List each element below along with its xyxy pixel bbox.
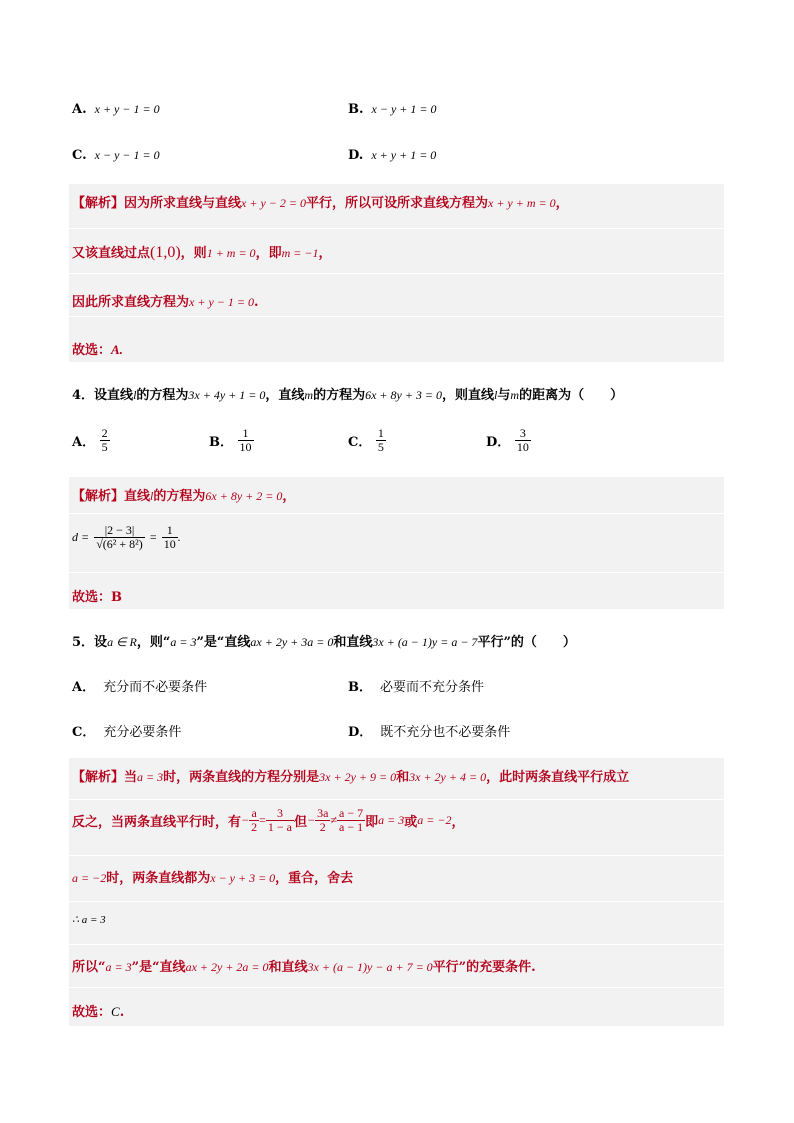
analysis-text: 反之，当两条直线平行时，有	[72, 815, 242, 830]
q3-option-d	[348, 148, 436, 163]
option-letter: A.	[72, 102, 87, 117]
question-text: 与	[497, 388, 511, 403]
analysis-text: 但	[294, 815, 308, 830]
question-text: ，直线	[265, 388, 305, 403]
analysis-text: 所以“	[72, 960, 106, 975]
denominator: 2	[319, 820, 326, 834]
numerator: 3	[515, 427, 531, 441]
q3-option-a	[72, 102, 160, 117]
option-letter: B．	[348, 680, 372, 695]
math-expr: l	[494, 388, 498, 402]
analysis-text: ，此时两条直线平行成立	[486, 770, 630, 785]
analysis-line	[72, 807, 465, 834]
fraction	[315, 807, 330, 834]
analysis-text: 平行”的充要条件.	[432, 960, 536, 975]
denominator: 5	[377, 440, 384, 454]
math-expr: x + y − 1 = 0	[189, 295, 254, 309]
analysis-text: 的方程为	[153, 489, 206, 504]
denominator: 2	[251, 820, 258, 834]
math-expr: (1,0)	[150, 244, 181, 261]
question-text: 设直线	[94, 388, 134, 403]
analysis-text: 平行，所以可设所求直线方程为	[305, 196, 488, 211]
q4-option-c	[348, 427, 386, 454]
option-fraction	[515, 427, 531, 454]
q3-option-c	[72, 148, 160, 163]
analysis-line	[72, 242, 331, 262]
analysis-text: 时，两条直线都为	[106, 871, 211, 886]
math-expr: 3x + 2y + 9 = 0	[319, 770, 397, 784]
question-text: ”是“直线	[196, 635, 251, 650]
option-expr: x + y − 1 = 0	[94, 102, 160, 116]
analysis-text: 和直线	[268, 960, 308, 975]
math-expr: 6x + 8y + 2 = 0	[205, 489, 283, 503]
option-letter: B.	[348, 102, 364, 117]
analysis-tag: 【解析】	[72, 770, 125, 785]
option-text: 充分必要条件	[103, 725, 182, 740]
numerator: a	[249, 807, 259, 821]
option-letter: C.	[72, 148, 87, 163]
option-text: 充分而不必要条件	[103, 680, 208, 695]
math-expr: ax + 2y + 2a = 0	[185, 960, 269, 974]
fraction	[266, 807, 294, 834]
math-expr: −	[307, 813, 316, 827]
option-letter: D．	[348, 725, 373, 740]
question-text: 的方程为	[313, 388, 366, 403]
math-expr: a = 3	[378, 813, 405, 827]
analysis-line	[72, 956, 536, 975]
numerator: 3a	[317, 806, 329, 820]
math-expr: a ∈ R	[107, 635, 137, 649]
numerator: a − 7	[339, 806, 364, 820]
numerator: 3	[266, 807, 294, 821]
analysis-text: 又该直线过点	[72, 246, 151, 261]
analysis-text: .	[253, 295, 259, 310]
math-expr: l	[133, 388, 137, 402]
analysis-text: 当	[124, 770, 138, 785]
option-letter: D．	[486, 435, 511, 450]
denominator: a − 1	[339, 820, 364, 834]
fraction	[337, 807, 365, 834]
q4-option-b	[209, 427, 254, 454]
analysis-tag: 【解析】	[72, 489, 125, 504]
analysis-text: ，	[451, 815, 465, 830]
analysis-text: 时，两条直线的方程分别是	[163, 770, 320, 785]
analysis-text: 或	[404, 815, 418, 830]
analysis-line	[72, 192, 569, 211]
option-letter: D.	[348, 148, 364, 163]
math-expr: a = 3	[137, 770, 164, 784]
option-letter: A．	[72, 435, 96, 450]
question-text: ，则直线	[442, 388, 495, 403]
analysis-text: 因此所求直线方程为	[72, 295, 190, 310]
question-text: ，则“	[136, 635, 171, 650]
analysis-line	[72, 766, 629, 785]
math-expr: a = −2	[72, 871, 107, 885]
math-expr: m	[510, 388, 520, 402]
question-number: 4．	[72, 388, 95, 403]
answer-value: A.	[111, 342, 123, 357]
numerator: 2	[101, 426, 108, 440]
option-expr: x − y − 1 = 0	[94, 148, 160, 162]
fraction	[249, 807, 259, 834]
numerator: |2 − 3|	[94, 524, 145, 538]
question-text: 平行”的（ ）	[477, 635, 576, 650]
analysis-box-q3	[69, 184, 724, 362]
math-expr: a = 3	[170, 635, 197, 649]
option-fraction	[376, 427, 386, 454]
math-expr: x + y + m = 0	[488, 196, 556, 210]
denominator: 10	[516, 440, 529, 454]
option-letter: B．	[209, 435, 233, 450]
analysis-text: ，则	[180, 246, 207, 261]
option-letter: A．	[72, 680, 96, 695]
q4-option-d	[486, 427, 531, 454]
answer-label: 故选：	[72, 590, 112, 605]
question-text: 的方程为	[136, 388, 189, 403]
denominator: 10	[239, 440, 252, 454]
answer-value: B	[111, 590, 123, 605]
denominator: 1 − a	[267, 820, 292, 834]
analysis-line	[72, 291, 259, 310]
denominator: 10	[163, 537, 176, 551]
analysis-text: 即	[365, 815, 379, 830]
math-expr: a = 3	[105, 960, 132, 974]
analysis-text: 直线	[124, 489, 151, 504]
math-expr: 1 + m = 0	[206, 246, 256, 260]
distance-formula	[72, 524, 181, 551]
q5-option-b	[348, 676, 484, 695]
analysis-text: ，	[318, 246, 332, 261]
math-expr: d =	[72, 530, 90, 544]
option-expr: x + y + 1 = 0	[371, 148, 437, 162]
math-expr: =	[149, 530, 157, 544]
denominator: √(6² + 8²)	[96, 537, 143, 551]
analysis-box-q4	[69, 477, 724, 609]
question-number: 5．	[72, 635, 95, 650]
analysis-text: ”是“直线	[131, 960, 186, 975]
numerator: 1	[238, 427, 254, 441]
analysis-box-q5	[69, 758, 724, 1026]
analysis-text: ，	[555, 196, 569, 211]
analysis-text: ，	[282, 489, 296, 504]
question-4	[72, 384, 623, 403]
answer-line	[72, 1001, 124, 1020]
math-expr: 3x + 2y + 4 = 0	[409, 770, 487, 784]
question-text: 和直线	[333, 635, 373, 650]
analysis-text: 和	[396, 770, 410, 785]
math-expr: −	[241, 813, 250, 827]
answer-label: 故选：	[72, 343, 112, 358]
denominator: 5	[101, 440, 108, 454]
analysis-text: ，重合，舍去	[275, 871, 354, 886]
question-5	[72, 631, 576, 650]
formula-fraction	[94, 524, 145, 551]
option-letter: C．	[348, 435, 372, 450]
question-text: 的距离为（ ）	[519, 388, 624, 403]
analysis-text: ，即	[255, 246, 282, 261]
numerator: 1	[162, 524, 178, 538]
math-expr: x − y + 3 = 0	[210, 871, 276, 885]
math-expr: =	[259, 813, 266, 827]
math-expr: l	[150, 489, 154, 503]
result-fraction	[162, 524, 178, 551]
option-letter: C．	[72, 725, 96, 740]
analysis-tag: 【解析】	[72, 196, 125, 211]
answer-line	[72, 586, 122, 605]
math-expr: m	[304, 388, 314, 402]
numerator: 1	[377, 426, 384, 440]
option-fraction	[100, 427, 110, 454]
q3-option-b	[348, 102, 436, 117]
analysis-text: 因为所求直线与直线	[124, 196, 242, 211]
option-fraction	[238, 427, 254, 454]
math-expr: m = −1	[281, 246, 319, 260]
q4-option-a	[72, 427, 110, 454]
answer-label: 故选：	[72, 1005, 112, 1020]
conclusion-therefore: ∴ a = 3	[72, 914, 106, 926]
math-expr: 3x + (a − 1)y − a + 7 = 0	[307, 960, 433, 974]
answer-value: C	[111, 1004, 120, 1019]
analysis-line	[72, 485, 295, 504]
answer-line	[72, 339, 123, 358]
q5-option-c	[72, 721, 181, 740]
q5-option-d	[348, 721, 510, 740]
math-expr: ≠	[330, 813, 338, 827]
math-expr: a = −2	[417, 813, 452, 827]
math-expr: .	[177, 530, 181, 544]
question-text: 设	[94, 635, 108, 650]
math-expr: ax + 2y + 3a = 0	[250, 635, 334, 649]
math-expr: x + y − 2 = 0	[241, 196, 306, 210]
q5-option-a	[72, 676, 207, 695]
analysis-line	[72, 867, 353, 886]
math-expr: 6x + 8y + 3 = 0	[365, 388, 443, 402]
option-text: 既不充分也不必要条件	[380, 725, 511, 740]
option-text: 必要而不充分条件	[380, 680, 485, 695]
analysis-text: .	[119, 1005, 125, 1020]
option-expr: x − y + 1 = 0	[371, 102, 437, 116]
math-expr: 3x + (a − 1)y = a − 7	[372, 635, 478, 649]
math-expr: 3x + 4y + 1 = 0	[188, 388, 266, 402]
